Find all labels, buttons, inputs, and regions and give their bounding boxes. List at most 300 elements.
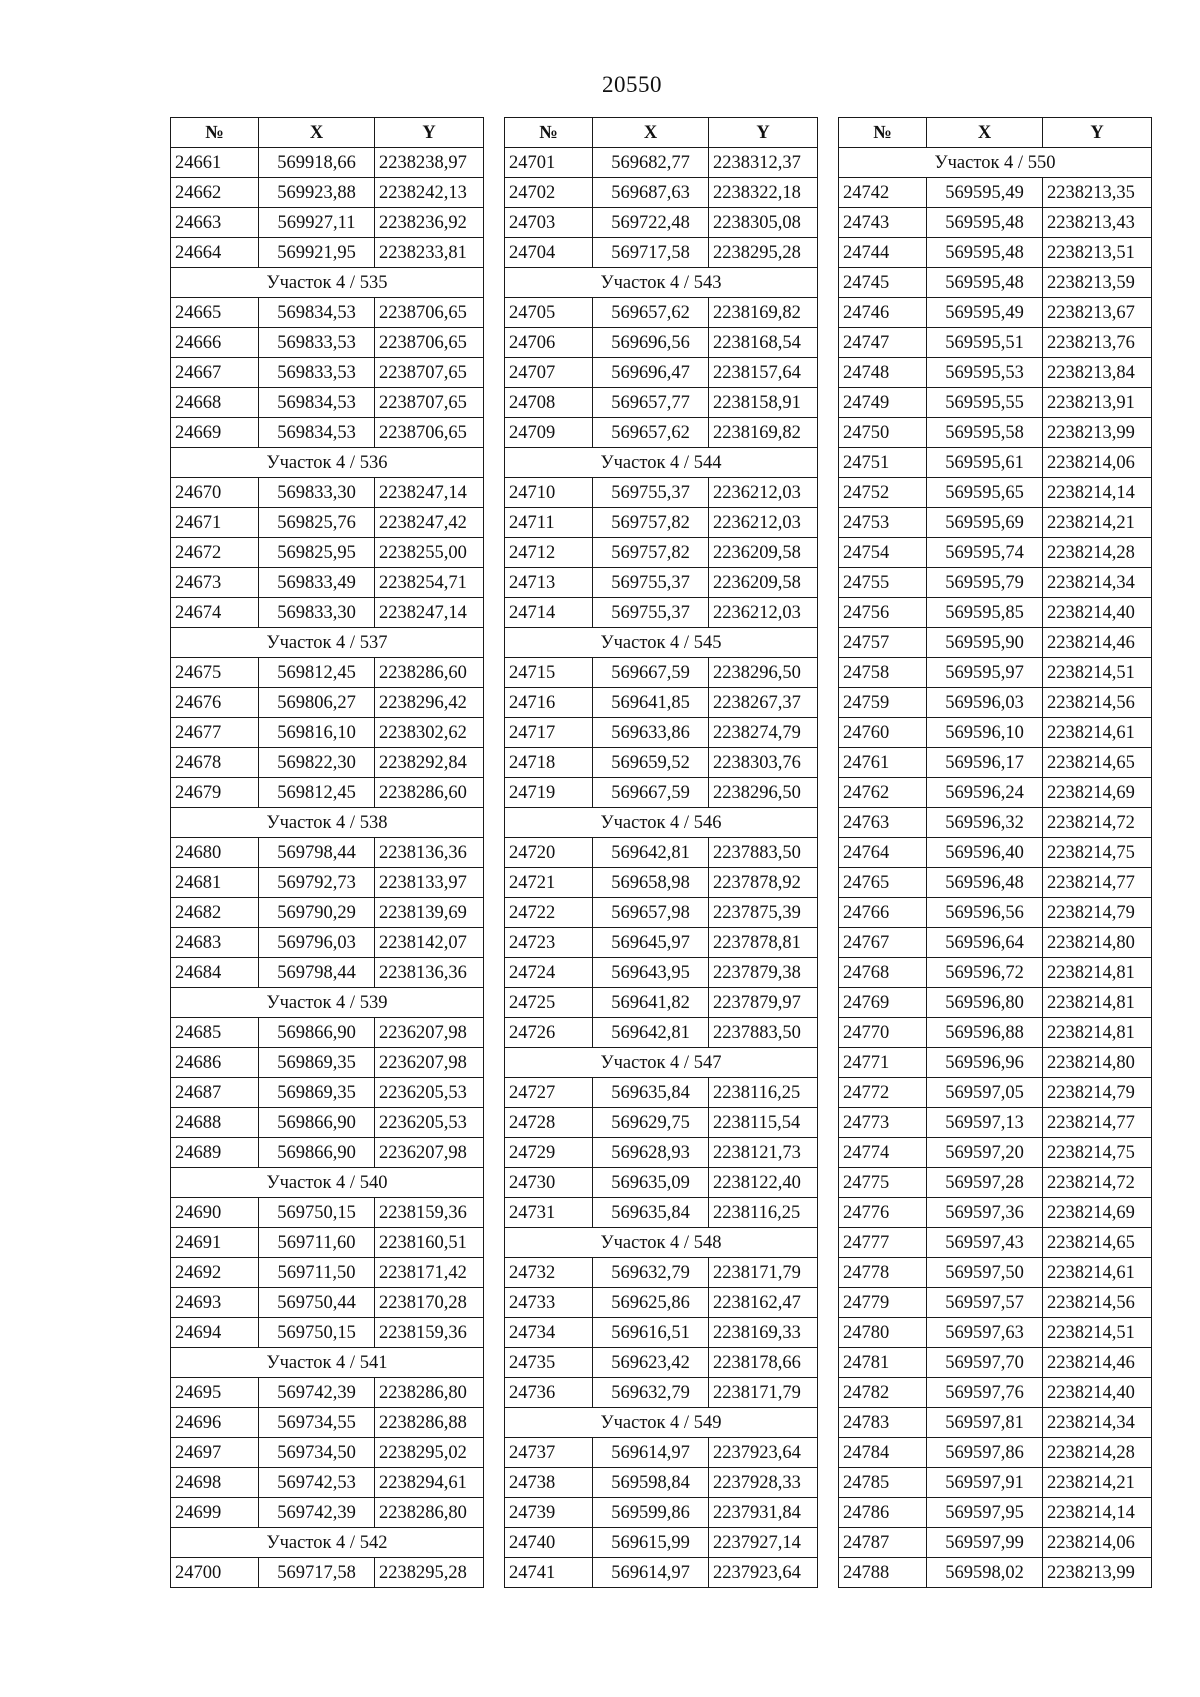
- x-coordinate-cell: 569632,79: [593, 1258, 709, 1288]
- x-coordinate-cell: 569641,82: [593, 988, 709, 1018]
- section-title: Участок 4 / 546: [505, 808, 818, 838]
- point-number-cell: 24735: [505, 1348, 593, 1378]
- x-coordinate-cell: 569597,76: [927, 1378, 1043, 1408]
- y-coordinate-cell: 2238295,02: [375, 1438, 484, 1468]
- y-coordinate-cell: 2238286,80: [375, 1378, 484, 1408]
- point-number-cell: 24717: [505, 718, 593, 748]
- x-coordinate-cell: 569866,90: [259, 1138, 375, 1168]
- table-row: [171, 1318, 484, 1348]
- table-row: [171, 208, 484, 238]
- x-coordinate-cell: 569822,30: [259, 748, 375, 778]
- section-title: Участок 4 / 541: [171, 1348, 484, 1378]
- header-y: Y: [1043, 118, 1152, 148]
- x-coordinate-cell: 569596,24: [927, 778, 1043, 808]
- y-coordinate-cell: 2237923,64: [709, 1438, 818, 1468]
- table-row: [505, 298, 818, 328]
- point-number-cell: 24759: [839, 688, 927, 718]
- x-coordinate-cell: 569812,45: [259, 658, 375, 688]
- table-row: [839, 1048, 1152, 1078]
- y-coordinate-cell: 2238214,46: [1043, 628, 1152, 658]
- table-row: [505, 1078, 818, 1108]
- section-title: Участок 4 / 548: [505, 1228, 818, 1258]
- table-row: [839, 1228, 1152, 1258]
- table-row: [505, 1018, 818, 1048]
- table-row: [839, 178, 1152, 208]
- y-coordinate-cell: 2238254,71: [375, 568, 484, 598]
- point-number-cell: 24741: [505, 1558, 593, 1588]
- point-number-cell: 24699: [171, 1498, 259, 1528]
- y-coordinate-cell: 2238214,14: [1043, 478, 1152, 508]
- y-coordinate-cell: 2238286,88: [375, 1408, 484, 1438]
- y-coordinate-cell: 2238214,69: [1043, 778, 1152, 808]
- y-coordinate-cell: 2238159,36: [375, 1318, 484, 1348]
- point-number-cell: 24786: [839, 1498, 927, 1528]
- y-coordinate-cell: 2238214,06: [1043, 1528, 1152, 1558]
- y-coordinate-cell: 2238214,81: [1043, 988, 1152, 1018]
- table-row: [839, 538, 1152, 568]
- point-number-cell: 24758: [839, 658, 927, 688]
- point-number-cell: 24723: [505, 928, 593, 958]
- point-number-cell: 24729: [505, 1138, 593, 1168]
- x-coordinate-cell: 569642,81: [593, 838, 709, 868]
- table-row: [839, 988, 1152, 1018]
- y-coordinate-cell: 2238136,36: [375, 958, 484, 988]
- x-coordinate-cell: 569833,30: [259, 478, 375, 508]
- table-row: [839, 688, 1152, 718]
- x-coordinate-cell: 569834,53: [259, 388, 375, 418]
- y-coordinate-cell: 2237879,97: [709, 988, 818, 1018]
- point-number-cell: 24731: [505, 1198, 593, 1228]
- table-row: [505, 1468, 818, 1498]
- y-coordinate-cell: 2237878,92: [709, 868, 818, 898]
- y-coordinate-cell: 2238214,77: [1043, 1108, 1152, 1138]
- section-title: Участок 4 / 542: [171, 1528, 484, 1558]
- x-coordinate-cell: 569742,39: [259, 1378, 375, 1408]
- y-coordinate-cell: 2238214,34: [1043, 568, 1152, 598]
- table-row: [505, 778, 818, 808]
- y-coordinate-cell: 2236207,98: [375, 1048, 484, 1078]
- section-title: Участок 4 / 538: [171, 808, 484, 838]
- point-number-cell: 24770: [839, 1018, 927, 1048]
- point-number-cell: 24730: [505, 1168, 593, 1198]
- point-number-cell: 24773: [839, 1108, 927, 1138]
- x-coordinate-cell: 569595,69: [927, 508, 1043, 538]
- table-row: [505, 868, 818, 898]
- y-coordinate-cell: 2237875,39: [709, 898, 818, 928]
- table-row: [505, 388, 818, 418]
- table-row: [171, 1138, 484, 1168]
- section-row: [171, 808, 484, 838]
- point-number-cell: 24676: [171, 688, 259, 718]
- x-coordinate-cell: 569750,15: [259, 1318, 375, 1348]
- point-number-cell: 24743: [839, 208, 927, 238]
- x-coordinate-cell: 569599,86: [593, 1498, 709, 1528]
- table-body: [839, 148, 1152, 1588]
- x-coordinate-cell: 569614,97: [593, 1438, 709, 1468]
- y-coordinate-cell: 2238170,28: [375, 1288, 484, 1318]
- table-row: [171, 538, 484, 568]
- table-row: [839, 328, 1152, 358]
- y-coordinate-cell: 2238295,28: [375, 1558, 484, 1588]
- point-number-cell: 24747: [839, 328, 927, 358]
- table-row: [171, 1018, 484, 1048]
- x-coordinate-cell: 569696,47: [593, 358, 709, 388]
- y-coordinate-cell: 2238214,79: [1043, 898, 1152, 928]
- y-coordinate-cell: 2238214,21: [1043, 508, 1152, 538]
- point-number-cell: 24749: [839, 388, 927, 418]
- x-coordinate-cell: 569596,88: [927, 1018, 1043, 1048]
- x-coordinate-cell: 569711,60: [259, 1228, 375, 1258]
- x-coordinate-cell: 569629,75: [593, 1108, 709, 1138]
- section-row: [171, 268, 484, 298]
- x-coordinate-cell: 569696,56: [593, 328, 709, 358]
- y-coordinate-cell: 2238158,91: [709, 388, 818, 418]
- y-coordinate-cell: 2238116,25: [709, 1198, 818, 1228]
- section-title: Участок 4 / 536: [171, 448, 484, 478]
- y-coordinate-cell: 2238236,92: [375, 208, 484, 238]
- point-number-cell: 24784: [839, 1438, 927, 1468]
- y-coordinate-cell: 2238213,59: [1043, 268, 1152, 298]
- table-row: [505, 1378, 818, 1408]
- point-number-cell: 24727: [505, 1078, 593, 1108]
- y-coordinate-cell: 2238296,50: [709, 658, 818, 688]
- table-row: [839, 808, 1152, 838]
- table-row: [171, 718, 484, 748]
- point-number-cell: 24722: [505, 898, 593, 928]
- section-row: [171, 628, 484, 658]
- x-coordinate-cell: 569596,48: [927, 868, 1043, 898]
- point-number-cell: 24695: [171, 1378, 259, 1408]
- y-coordinate-cell: 2237879,38: [709, 958, 818, 988]
- x-coordinate-cell: 569597,86: [927, 1438, 1043, 1468]
- x-coordinate-cell: 569596,80: [927, 988, 1043, 1018]
- table-row: [839, 448, 1152, 478]
- point-number-cell: 24664: [171, 238, 259, 268]
- point-number-cell: 24713: [505, 568, 593, 598]
- table-row: [171, 658, 484, 688]
- table-row: [505, 418, 818, 448]
- y-coordinate-cell: 2238160,51: [375, 1228, 484, 1258]
- y-coordinate-cell: 2236209,58: [709, 538, 818, 568]
- point-number-cell: 24755: [839, 568, 927, 598]
- table-row: [171, 1438, 484, 1468]
- x-coordinate-cell: 569711,50: [259, 1258, 375, 1288]
- section-row: [171, 1528, 484, 1558]
- point-number-cell: 24767: [839, 928, 927, 958]
- table-row: [171, 1498, 484, 1528]
- section-row: [839, 148, 1152, 178]
- section-title: Участок 4 / 545: [505, 628, 818, 658]
- x-coordinate-cell: 569643,95: [593, 958, 709, 988]
- point-number-cell: 24678: [171, 748, 259, 778]
- header-y: Y: [709, 118, 818, 148]
- table-row: [171, 1258, 484, 1288]
- x-coordinate-cell: 569834,53: [259, 298, 375, 328]
- point-number-cell: 24701: [505, 148, 593, 178]
- y-coordinate-cell: 2238213,99: [1043, 418, 1152, 448]
- point-number-cell: 24752: [839, 478, 927, 508]
- x-coordinate-cell: 569595,48: [927, 208, 1043, 238]
- table-row: [171, 1228, 484, 1258]
- y-coordinate-cell: 2238171,79: [709, 1258, 818, 1288]
- y-coordinate-cell: 2238295,28: [709, 238, 818, 268]
- y-coordinate-cell: 2238213,43: [1043, 208, 1152, 238]
- table-row: [839, 1258, 1152, 1288]
- x-coordinate-cell: 569657,62: [593, 418, 709, 448]
- x-coordinate-cell: 569796,03: [259, 928, 375, 958]
- y-coordinate-cell: 2238213,99: [1043, 1558, 1152, 1588]
- point-number-cell: 24709: [505, 418, 593, 448]
- x-coordinate-cell: 569596,96: [927, 1048, 1043, 1078]
- point-number-cell: 24744: [839, 238, 927, 268]
- y-coordinate-cell: 2236207,98: [375, 1018, 484, 1048]
- y-coordinate-cell: 2238213,84: [1043, 358, 1152, 388]
- point-number-cell: 24681: [171, 868, 259, 898]
- x-coordinate-cell: 569734,55: [259, 1408, 375, 1438]
- table-row: [171, 388, 484, 418]
- y-coordinate-cell: 2238213,35: [1043, 178, 1152, 208]
- table-row: [839, 388, 1152, 418]
- y-coordinate-cell: 2237923,64: [709, 1558, 818, 1588]
- x-coordinate-cell: 569598,02: [927, 1558, 1043, 1588]
- table-row: [171, 148, 484, 178]
- x-coordinate-cell: 569595,85: [927, 598, 1043, 628]
- table-row: [505, 1348, 818, 1378]
- point-number-cell: 24721: [505, 868, 593, 898]
- header-number: №: [505, 118, 593, 148]
- table-row: [171, 958, 484, 988]
- point-number-cell: 24728: [505, 1108, 593, 1138]
- point-number-cell: 24738: [505, 1468, 593, 1498]
- point-number-cell: 24667: [171, 358, 259, 388]
- y-coordinate-cell: 2238157,64: [709, 358, 818, 388]
- table-row: [171, 568, 484, 598]
- point-number-cell: 24754: [839, 538, 927, 568]
- y-coordinate-cell: 2238214,34: [1043, 1408, 1152, 1438]
- y-coordinate-cell: 2238214,14: [1043, 1498, 1152, 1528]
- table-row: [171, 1468, 484, 1498]
- y-coordinate-cell: 2238214,51: [1043, 1318, 1152, 1348]
- y-coordinate-cell: 2238214,75: [1043, 838, 1152, 868]
- point-number-cell: 24711: [505, 508, 593, 538]
- x-coordinate-cell: 569625,86: [593, 1288, 709, 1318]
- point-number-cell: 24716: [505, 688, 593, 718]
- y-coordinate-cell: 2238303,76: [709, 748, 818, 778]
- x-coordinate-cell: 569595,53: [927, 358, 1043, 388]
- point-number-cell: 24674: [171, 598, 259, 628]
- x-coordinate-cell: 569595,65: [927, 478, 1043, 508]
- y-coordinate-cell: 2238214,46: [1043, 1348, 1152, 1378]
- x-coordinate-cell: 569757,82: [593, 508, 709, 538]
- x-coordinate-cell: 569595,61: [927, 448, 1043, 478]
- point-number-cell: 24726: [505, 1018, 593, 1048]
- x-coordinate-cell: 569717,58: [593, 238, 709, 268]
- header-x: X: [927, 118, 1043, 148]
- point-number-cell: 24769: [839, 988, 927, 1018]
- x-coordinate-cell: 569833,53: [259, 328, 375, 358]
- y-coordinate-cell: 2238213,76: [1043, 328, 1152, 358]
- y-coordinate-cell: 2237883,50: [709, 1018, 818, 1048]
- point-number-cell: 24761: [839, 748, 927, 778]
- section-row: [505, 268, 818, 298]
- x-coordinate-cell: 569755,37: [593, 598, 709, 628]
- section-title: Участок 4 / 547: [505, 1048, 818, 1078]
- table-row: [505, 1318, 818, 1348]
- section-title: Участок 4 / 549: [505, 1408, 818, 1438]
- y-coordinate-cell: 2238214,65: [1043, 748, 1152, 778]
- x-coordinate-cell: 569812,45: [259, 778, 375, 808]
- y-coordinate-cell: 2238133,97: [375, 868, 484, 898]
- table-row: [171, 1198, 484, 1228]
- point-number-cell: 24693: [171, 1288, 259, 1318]
- table-row: [171, 838, 484, 868]
- point-number-cell: 24768: [839, 958, 927, 988]
- y-coordinate-cell: 2238302,62: [375, 718, 484, 748]
- point-number-cell: 24666: [171, 328, 259, 358]
- y-coordinate-cell: 2238213,67: [1043, 298, 1152, 328]
- table-row: [505, 988, 818, 1018]
- x-coordinate-cell: 569597,81: [927, 1408, 1043, 1438]
- x-coordinate-cell: 569597,57: [927, 1288, 1043, 1318]
- x-coordinate-cell: 569628,93: [593, 1138, 709, 1168]
- y-coordinate-cell: 2238286,60: [375, 778, 484, 808]
- x-coordinate-cell: 569597,63: [927, 1318, 1043, 1348]
- section-row: [171, 988, 484, 1018]
- point-number-cell: 24757: [839, 628, 927, 658]
- point-number-cell: 24763: [839, 808, 927, 838]
- x-coordinate-cell: 569598,84: [593, 1468, 709, 1498]
- y-coordinate-cell: 2238214,40: [1043, 1378, 1152, 1408]
- x-coordinate-cell: 569742,53: [259, 1468, 375, 1498]
- point-number-cell: 24746: [839, 298, 927, 328]
- table-row: [505, 1138, 818, 1168]
- y-coordinate-cell: 2237931,84: [709, 1498, 818, 1528]
- table-row: [839, 358, 1152, 388]
- point-number-cell: 24725: [505, 988, 593, 1018]
- coordinates-table-2: [504, 117, 818, 1588]
- point-number-cell: 24698: [171, 1468, 259, 1498]
- table-row: [839, 568, 1152, 598]
- table-row: [839, 1318, 1152, 1348]
- y-coordinate-cell: 2238122,40: [709, 1168, 818, 1198]
- point-number-cell: 24745: [839, 268, 927, 298]
- x-coordinate-cell: 569596,40: [927, 838, 1043, 868]
- point-number-cell: 24688: [171, 1108, 259, 1138]
- y-coordinate-cell: 2237928,33: [709, 1468, 818, 1498]
- y-coordinate-cell: 2238214,80: [1043, 1048, 1152, 1078]
- y-coordinate-cell: 2238214,81: [1043, 1018, 1152, 1048]
- y-coordinate-cell: 2238214,56: [1043, 688, 1152, 718]
- table-row: [505, 178, 818, 208]
- x-coordinate-cell: 569596,72: [927, 958, 1043, 988]
- section-title: Участок 4 / 539: [171, 988, 484, 1018]
- table-row: [171, 298, 484, 328]
- y-coordinate-cell: 2238214,75: [1043, 1138, 1152, 1168]
- x-coordinate-cell: 569918,66: [259, 148, 375, 178]
- table-row: [171, 898, 484, 928]
- point-number-cell: 24714: [505, 598, 593, 628]
- x-coordinate-cell: 569641,85: [593, 688, 709, 718]
- point-number-cell: 24788: [839, 1558, 927, 1588]
- point-number-cell: 24703: [505, 208, 593, 238]
- table-row: [839, 958, 1152, 988]
- table-row: [505, 958, 818, 988]
- x-coordinate-cell: 569597,50: [927, 1258, 1043, 1288]
- y-coordinate-cell: 2238214,28: [1043, 538, 1152, 568]
- table-row: [505, 1528, 818, 1558]
- point-number-cell: 24702: [505, 178, 593, 208]
- x-coordinate-cell: 569623,42: [593, 1348, 709, 1378]
- table-row: [505, 658, 818, 688]
- table-row: [839, 718, 1152, 748]
- point-number-cell: 24772: [839, 1078, 927, 1108]
- y-coordinate-cell: 2238214,21: [1043, 1468, 1152, 1498]
- y-coordinate-cell: 2238214,79: [1043, 1078, 1152, 1108]
- table-row: [839, 658, 1152, 688]
- table-row: [171, 778, 484, 808]
- y-coordinate-cell: 2238159,36: [375, 1198, 484, 1228]
- point-number-cell: 24740: [505, 1528, 593, 1558]
- x-coordinate-cell: 569595,48: [927, 238, 1043, 268]
- point-number-cell: 24697: [171, 1438, 259, 1468]
- y-coordinate-cell: 2238707,65: [375, 358, 484, 388]
- table-row: [839, 628, 1152, 658]
- y-coordinate-cell: 2238305,08: [709, 208, 818, 238]
- table-row: [505, 1558, 818, 1588]
- x-coordinate-cell: 569750,44: [259, 1288, 375, 1318]
- y-coordinate-cell: 2238286,80: [375, 1498, 484, 1528]
- point-number-cell: 24760: [839, 718, 927, 748]
- point-number-cell: 24774: [839, 1138, 927, 1168]
- x-coordinate-cell: 569597,13: [927, 1108, 1043, 1138]
- x-coordinate-cell: 569595,97: [927, 658, 1043, 688]
- x-coordinate-cell: 569833,49: [259, 568, 375, 598]
- point-number-cell: 24737: [505, 1438, 593, 1468]
- x-coordinate-cell: 569866,90: [259, 1018, 375, 1048]
- x-coordinate-cell: 569687,63: [593, 178, 709, 208]
- y-coordinate-cell: 2238213,91: [1043, 388, 1152, 418]
- y-coordinate-cell: 2238706,65: [375, 298, 484, 328]
- x-coordinate-cell: 569792,73: [259, 868, 375, 898]
- y-coordinate-cell: 2238169,82: [709, 298, 818, 328]
- table-row: [839, 1108, 1152, 1138]
- x-coordinate-cell: 569825,95: [259, 538, 375, 568]
- point-number-cell: 24712: [505, 538, 593, 568]
- x-coordinate-cell: 569833,30: [259, 598, 375, 628]
- header-x: X: [259, 118, 375, 148]
- point-number-cell: 24720: [505, 838, 593, 868]
- section-title: Участок 4 / 543: [505, 268, 818, 298]
- point-number-cell: 24775: [839, 1168, 927, 1198]
- section-row: [505, 628, 818, 658]
- y-coordinate-cell: 2238233,81: [375, 238, 484, 268]
- table-row: [505, 1438, 818, 1468]
- table-row: [839, 1468, 1152, 1498]
- section-row: [505, 808, 818, 838]
- x-coordinate-cell: 569798,44: [259, 838, 375, 868]
- point-number-cell: 24696: [171, 1408, 259, 1438]
- x-coordinate-cell: 569595,51: [927, 328, 1043, 358]
- x-coordinate-cell: 569614,97: [593, 1558, 709, 1588]
- point-number-cell: 24762: [839, 778, 927, 808]
- y-coordinate-cell: 2238214,51: [1043, 658, 1152, 688]
- x-coordinate-cell: 569597,91: [927, 1468, 1043, 1498]
- section-row: [171, 448, 484, 478]
- table-row: [839, 748, 1152, 778]
- point-number-cell: 24771: [839, 1048, 927, 1078]
- point-number-cell: 24704: [505, 238, 593, 268]
- y-coordinate-cell: 2236207,98: [375, 1138, 484, 1168]
